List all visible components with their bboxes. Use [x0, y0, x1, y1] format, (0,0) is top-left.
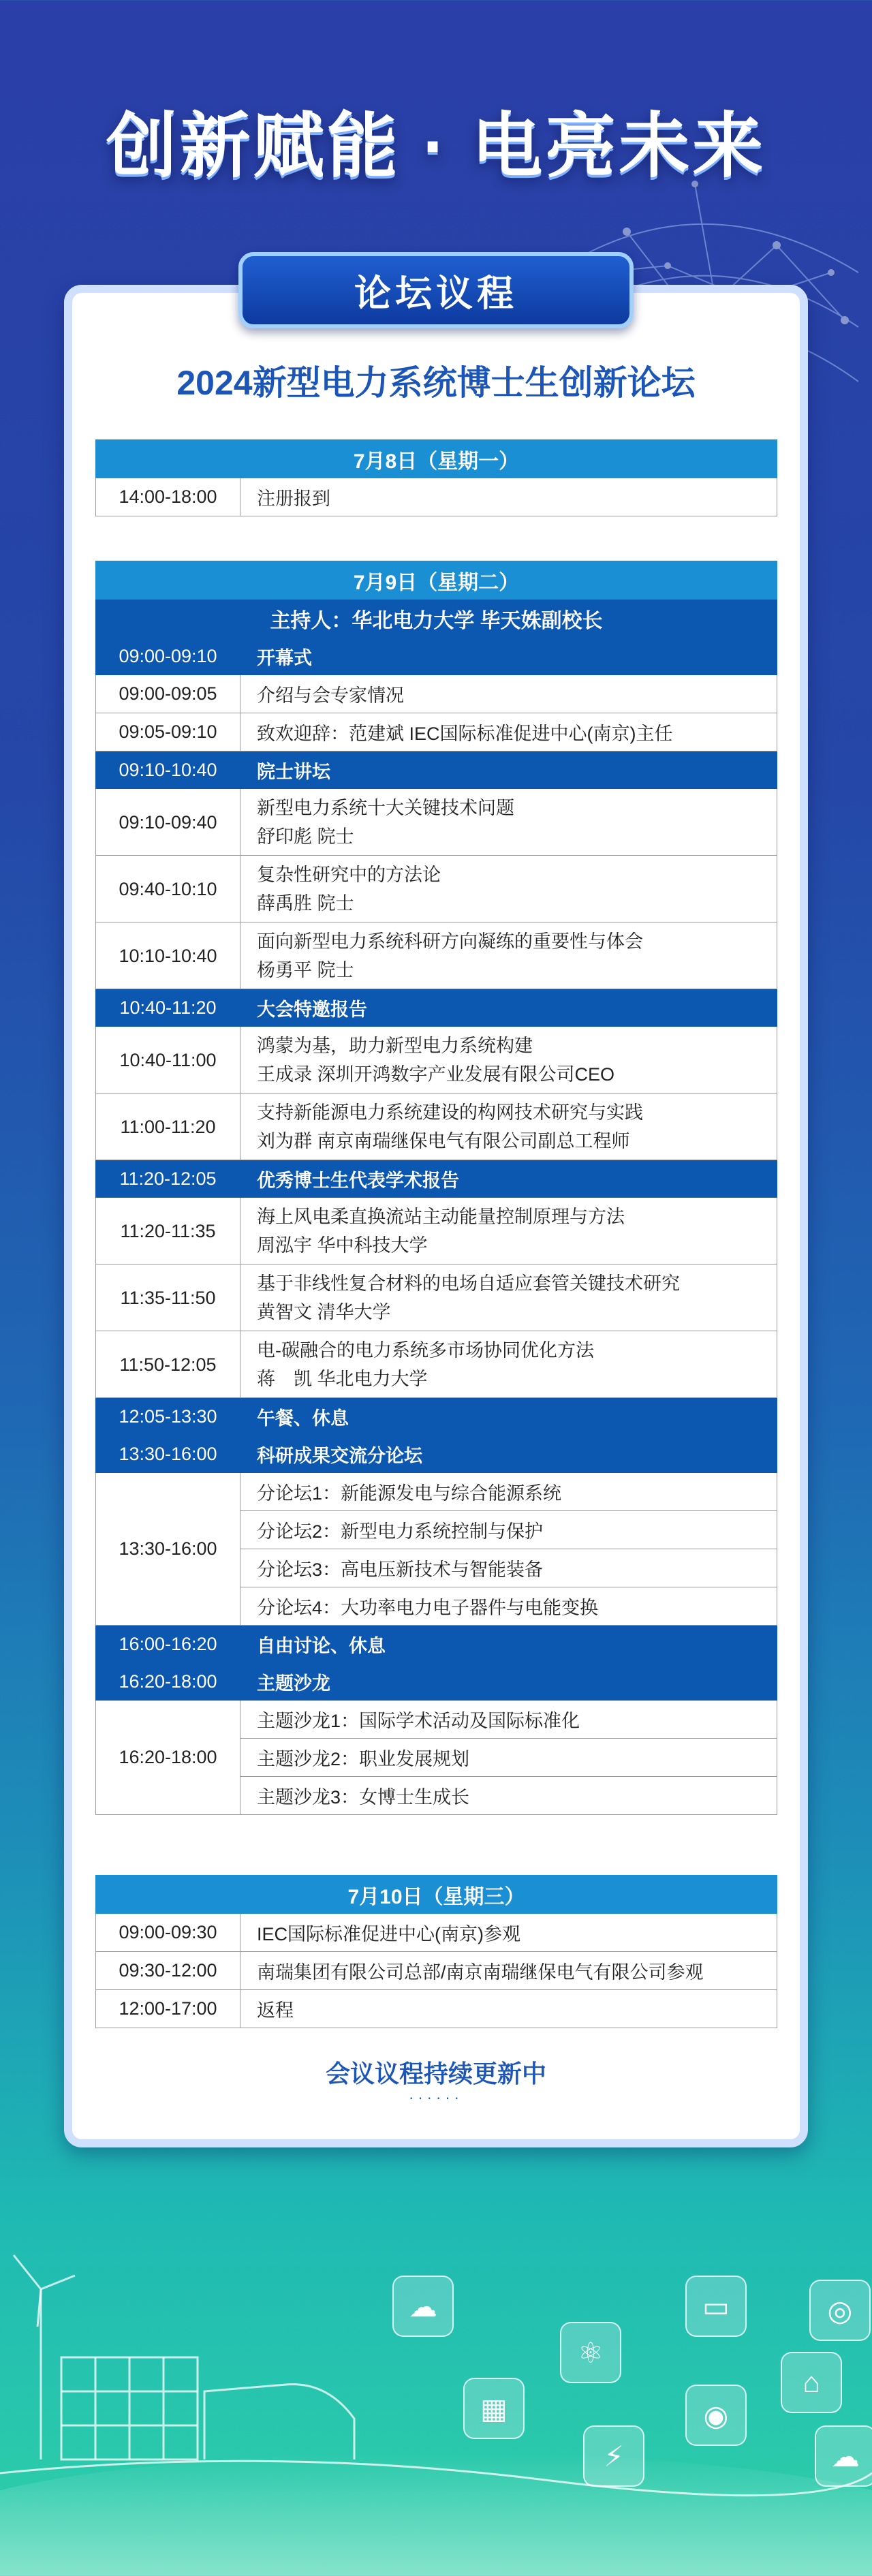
day2-host: 主持人：华北电力大学 毕天姝副校长 [96, 600, 777, 638]
section-title: 院士讲坛 [240, 751, 777, 789]
day3-table [95, 1875, 777, 2028]
agenda-banner [238, 252, 634, 328]
row-item: 注册报到 [240, 478, 777, 516]
salon-item: 主题沙龙2：职业发展规划 [240, 1739, 777, 1777]
row-time: 14:00-18:00 [96, 478, 240, 516]
row-content [240, 1198, 777, 1264]
talk-title: 鸿蒙为基，助力新型电力系统构建 [257, 1035, 533, 1056]
vr-headset-icon: ◉ [685, 2385, 747, 2446]
section-row [96, 751, 777, 789]
speaker: 杨勇平 院士 [257, 959, 354, 980]
ev-charger-icon: ⚡ [583, 2425, 644, 2487]
table-row [96, 1264, 777, 1331]
row-time: 09:00-09:05 [96, 675, 240, 713]
section-title: 科研成果交流分论坛 [240, 1436, 777, 1473]
section-title: 开幕式 [240, 638, 777, 675]
atom-icon: ⚛ [560, 2322, 621, 2383]
talk-title: 新型电力系统十大关键技术问题 [257, 797, 514, 818]
table-row [96, 1198, 777, 1264]
speaker: 黄智文 清华大学 [257, 1301, 391, 1322]
table-row [96, 922, 777, 989]
day3-date: 7月10日（星期三） [96, 1876, 777, 1914]
speaker: 舒印彪 院士 [257, 826, 354, 847]
table-row [96, 1331, 777, 1398]
row-time: 13:30-16:00 [96, 1473, 240, 1626]
table-row [96, 675, 777, 713]
row-content [240, 1093, 777, 1160]
solar-panel-icon: ▦ [463, 2378, 525, 2439]
cloud-upload-icon: ☁ [392, 2276, 454, 2337]
row-time: 16:20-18:00 [96, 1701, 240, 1815]
row-time: 09:00-09:30 [96, 1914, 240, 1952]
sub-forum-item: 分论坛3：高电压新技术与智能装备 [240, 1549, 777, 1587]
sub-forum-item: 分论坛1：新能源发电与综合能源系统 [240, 1473, 777, 1511]
section-row [96, 1160, 777, 1198]
row-content [240, 856, 777, 922]
section-row [96, 1436, 777, 1473]
row-content [240, 1331, 777, 1398]
salon-item: 主题沙龙1：国际学术活动及国际标准化 [240, 1701, 777, 1739]
speaker: 周泓宇 华中科技大学 [257, 1235, 428, 1256]
row-time: 10:10-10:40 [96, 922, 240, 989]
section-row [96, 1398, 777, 1436]
update-note: 会议议程持续更新中 [325, 2060, 546, 2088]
day1-table [95, 439, 777, 516]
section-time: 09:10-10:40 [96, 751, 240, 789]
section-row [96, 1626, 777, 1663]
banner-label: 论坛议程 [354, 273, 518, 314]
section-time: 10:40-11:20 [96, 989, 240, 1027]
network-icon: ◎ [809, 2280, 871, 2341]
section-time: 12:05-13:30 [96, 1398, 240, 1436]
speaker: 王成录 深圳开鸿数字产业发展有限公司CEO [257, 1064, 615, 1085]
section-row [96, 638, 777, 675]
table-row [96, 478, 777, 516]
speaker: 刘为群 南京南瑞继保电气有限公司副总工程师 [257, 1130, 630, 1151]
row-item: 返程 [240, 1990, 777, 2028]
hero-title: 创新赋能 · 电亮未来 [106, 107, 766, 186]
section-time: 09:00-09:10 [96, 638, 240, 675]
row-item: 致欢迎辞：范建斌 IEC国际标准促进中心(南京)主任 [240, 713, 777, 751]
row-time: 12:00-17:00 [96, 1990, 240, 2028]
talk-title: 面向新型电力系统科研方向凝练的重要性与体会 [257, 931, 643, 952]
talk-title: 基于非线性复合材料的电场自适应套管关键技术研究 [257, 1273, 680, 1294]
day2-table [95, 561, 777, 1815]
table-row [96, 713, 777, 751]
table-row [96, 856, 777, 922]
row-content [240, 1264, 777, 1331]
day2-date: 7月9日（星期二） [96, 561, 777, 600]
section-time: 11:20-12:05 [96, 1160, 240, 1198]
table-row [96, 1990, 777, 2028]
section-title: 主题沙龙 [240, 1663, 777, 1701]
row-content [240, 1027, 777, 1093]
row-time: 09:40-10:10 [96, 856, 240, 922]
section-row [96, 1663, 777, 1701]
section-time: 16:20-18:00 [96, 1663, 240, 1701]
section-time: 16:00-16:20 [96, 1626, 240, 1663]
table-row [96, 1701, 777, 1739]
sub-forum-item: 分论坛4：大功率电力电子器件与电能变换 [240, 1587, 777, 1626]
row-content [240, 922, 777, 989]
row-time: 10:40-11:00 [96, 1027, 240, 1093]
section-title: 自由讨论、休息 [240, 1626, 777, 1663]
battery-icon: ⌂ [781, 2352, 842, 2413]
table-row [96, 1473, 777, 1511]
day1-date: 7月8日（星期一） [96, 440, 777, 478]
forum-title: 2024新型电力系统博士生创新论坛 [176, 364, 696, 402]
talk-title: 海上风电柔直换流站主动能量控制原理与方法 [257, 1206, 625, 1227]
row-time: 11:50-12:05 [96, 1331, 240, 1398]
table-row [96, 1952, 777, 1990]
section-title: 午餐、休息 [240, 1398, 777, 1436]
update-dots: ······ [409, 2089, 463, 2106]
row-time: 09:30-12:00 [96, 1952, 240, 1990]
talk-title: 支持新能源电力系统建设的构网技术研究与实践 [257, 1102, 643, 1123]
sub-forum-item: 分论坛2：新型电力系统控制与保护 [240, 1511, 777, 1549]
speaker: 蒋 凯 华北电力大学 [257, 1368, 428, 1389]
section-title: 大会特邀报告 [240, 989, 777, 1027]
section-time: 13:30-16:00 [96, 1436, 240, 1473]
speaker: 薛禹胜 院士 [257, 893, 354, 914]
talk-title: 电-碳融合的电力系统多市场协同优化方法 [257, 1339, 594, 1361]
row-item: 介绍与会专家情况 [240, 675, 777, 713]
section-title: 优秀博士生代表学术报告 [240, 1160, 777, 1198]
cloud-icon: ☁ [815, 2425, 872, 2487]
row-time: 09:10-09:40 [96, 789, 240, 856]
table-row [96, 1914, 777, 1952]
section-row [96, 989, 777, 1027]
talk-title: 复杂性研究中的方法论 [257, 864, 441, 885]
row-time: 11:35-11:50 [96, 1264, 240, 1331]
row-item: 南瑞集团有限公司总部/南京南瑞继保电气有限公司参观 [240, 1952, 777, 1990]
row-content [240, 789, 777, 856]
table-row [96, 1027, 777, 1093]
tablet-icon: ▭ [685, 2276, 747, 2337]
row-time: 09:05-09:10 [96, 713, 240, 751]
salon-item: 主题沙龙3：女博士生成长 [240, 1777, 777, 1815]
row-time: 11:00-11:20 [96, 1093, 240, 1160]
table-row [96, 1093, 777, 1160]
row-item: IEC国际标准促进中心(南京)参观 [240, 1914, 777, 1952]
row-time: 11:20-11:35 [96, 1198, 240, 1264]
table-row [96, 789, 777, 856]
